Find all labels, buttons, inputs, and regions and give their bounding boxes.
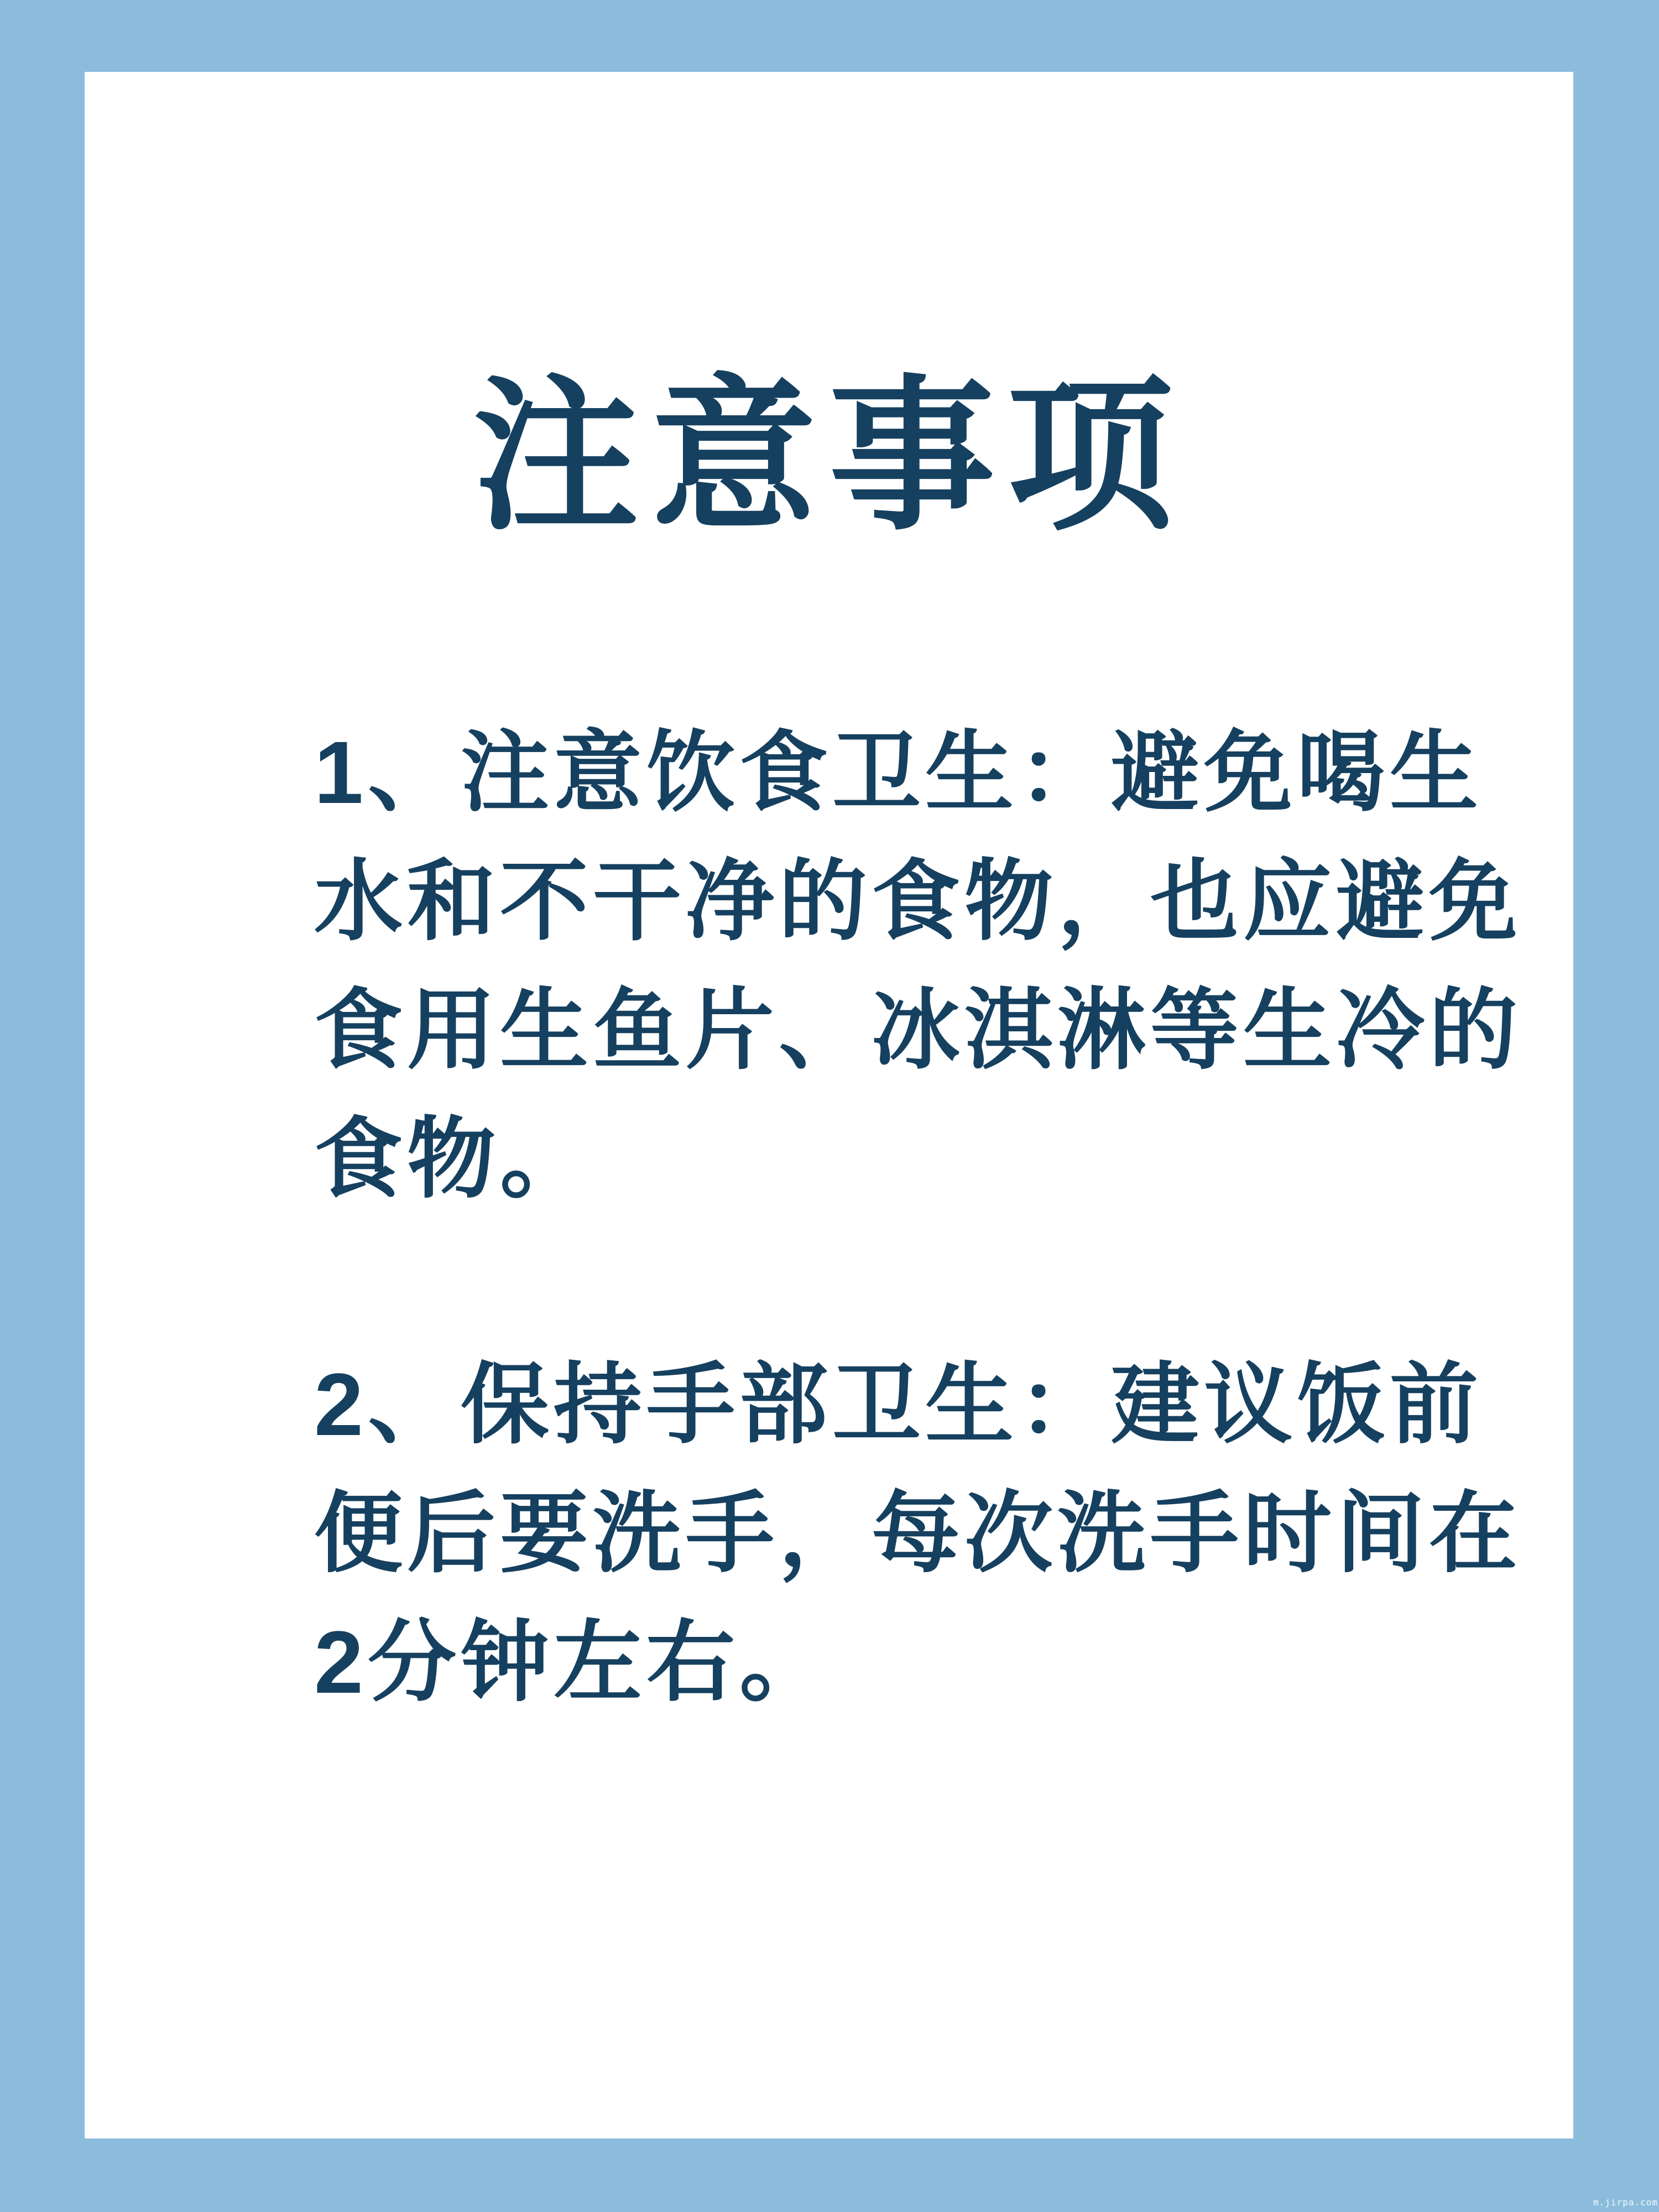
paragraph-line: 2分钟左右。 — [314, 1613, 832, 1712]
paragraph-line: 食用生鱼片、冰淇淋等生冷的 — [314, 980, 1522, 1079]
watermark: m.jirpa.com — [1593, 2197, 1658, 2208]
paragraph-line: 1、注意饮食卫生：避免喝生 — [314, 723, 1483, 822]
page-title: 注意事项 — [473, 363, 1185, 549]
paragraph-line: 便后要洗手，每次洗手时间在 — [314, 1484, 1522, 1583]
notice-paragraph-1 — [314, 708, 1542, 1223]
content-card — [85, 72, 1573, 2138]
paragraph-line: 2、保持手部卫生：建议饭前 — [314, 1355, 1483, 1454]
paragraph-line: 食物。 — [314, 1109, 593, 1208]
notice-paragraph-2 — [314, 1340, 1542, 1726]
paragraph-line: 水和不干净的食物，也应避免 — [314, 852, 1522, 951]
